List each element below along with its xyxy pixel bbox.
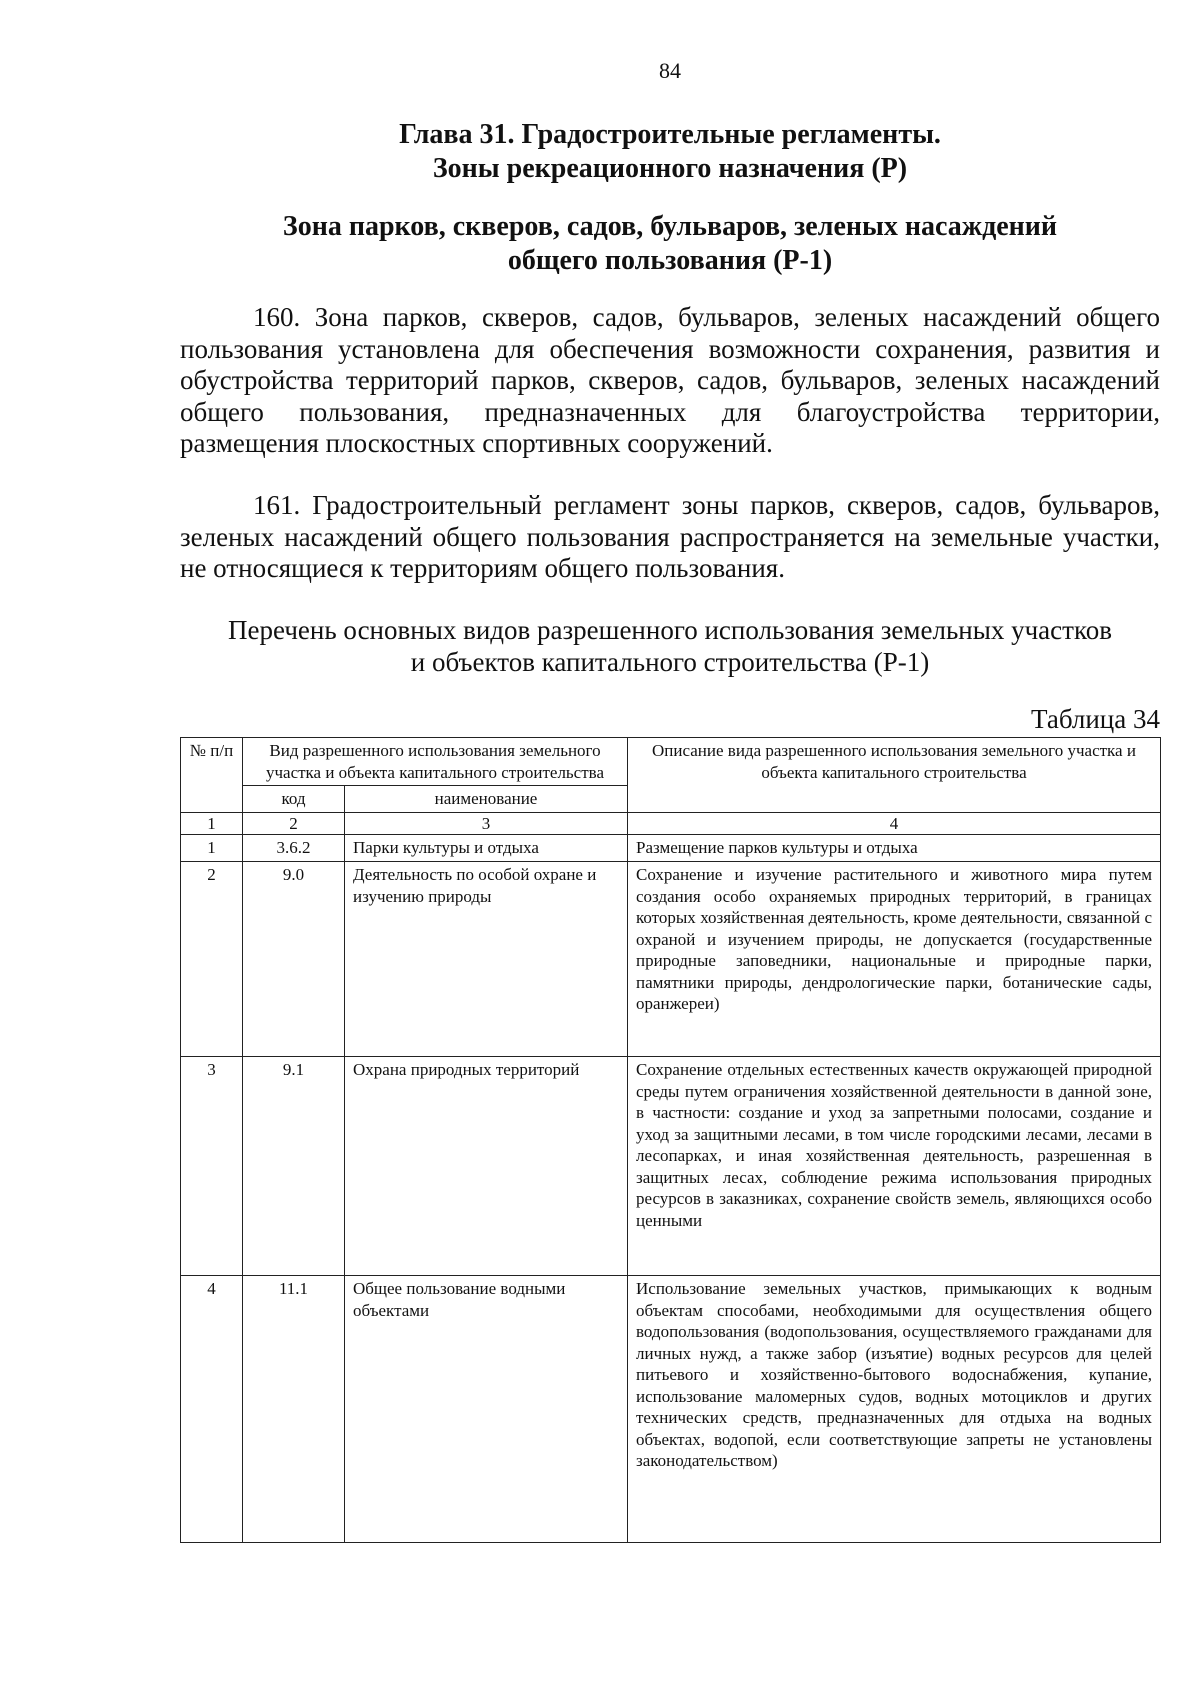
header-code: код	[243, 786, 345, 813]
index-cell: 2	[243, 812, 345, 835]
row-description: Использование земельных участков, примыкающих к водным объектам способами, необходимыми для осуществления общего водопользования (водопользования, осуществляемого гражданами для личных нужд, а также забор (изъятие) водных ресурсов для целей питьевого и хозяйственно-бытового водоснабжения, купание, использование маломерных судов, водных мотоциклов и других технических средств, предназначенных для отдыха на водных объектах, водопой, если соответствующие запреты не установлены законодательством)	[628, 1276, 1161, 1543]
chapter-title-line-1: Глава 31. Градостроительные регламенты.	[399, 119, 941, 150]
index-cell: 3	[345, 812, 628, 835]
header-type-group: Вид разрешенного использования земельного участка и объекта капитального строительства	[243, 738, 628, 786]
chapter-title	[180, 118, 1160, 186]
row-name: Парки культуры и отдыха	[345, 835, 628, 862]
header-name: наименование	[345, 786, 628, 813]
permitted-use-table	[180, 737, 1161, 1543]
table-row	[181, 1057, 1161, 1276]
row-number: 3	[181, 1057, 243, 1276]
table-row	[181, 862, 1161, 1057]
header-description: Описание вида разрешенного использования земельного участка и объекта капитального строительства	[628, 738, 1161, 813]
table-row	[181, 1276, 1161, 1543]
row-name: Общее пользование водными объектами	[345, 1276, 628, 1543]
header-number: № п/п	[181, 738, 243, 813]
row-number: 1	[181, 835, 243, 862]
row-description: Размещение парков культуры и отдыха	[628, 835, 1161, 862]
index-cell: 4	[628, 812, 1161, 835]
row-name: Деятельность по особой охране и изучению природы	[345, 862, 628, 1057]
row-description: Сохранение и изучение растительного и животного мира путем создания особо охраняемых природных территорий, в границах которых хозяйственная деятельность, кроме деятельности, связанной с охраной и изучением природы, не допускается (государственные природные заповедники, национальные и природные парки, памятники природы, дендрологические парки, ботанические сады, оранжереи)	[628, 862, 1161, 1057]
paragraph-160: 160. Зона парков, скверов, садов, бульваров, зеленых насаждений общего пользования установлена для обеспечения возможности сохранения, развития и обустройства территорий парков, скверов, садов, бульваров, зеленых насаждений общего пользования, предназначенных для благоустройства территории, размещения плоскостных спортивных сооружений.	[180, 302, 1160, 458]
row-description: Сохранение отдельных естественных качеств окружающей природной среды путем ограничения хозяйственной деятельности в данной зоне, в частности: создание и уход за запретными полосами, создание и уход за защитными лесами, в том числе городскими лесами, лесами в лесопарках, и иная хозяйственная деятельность, разрешенная в защитных лесах, соблюдение режима использования природных ресурсов в заказниках, сохранение свойств земель, являющихся особо ценными	[628, 1057, 1161, 1276]
list-title	[180, 614, 1160, 678]
table-row	[181, 835, 1161, 862]
zone-heading-line-2: общего пользования (Р-1)	[507, 245, 833, 276]
row-number: 2	[181, 862, 243, 1057]
chapter-title-line-2: Зоны рекреационного назначения (Р)	[432, 153, 908, 184]
page-number: 84	[659, 58, 681, 83]
row-number: 4	[181, 1276, 243, 1543]
row-name: Охрана природных территорий	[345, 1057, 628, 1276]
table-header-row	[181, 738, 1161, 786]
zone-heading	[180, 210, 1160, 278]
paragraph-161: 161. Градостроительный регламент зоны парков, скверов, садов, бульваров, зеленых насаждений общего пользования распространяется на земельные участки, не относящиеся к территориям общего пользования.	[180, 490, 1160, 583]
zone-heading-line-1: Зона парков, скверов, садов, бульваров, зеленых насаждений	[282, 211, 1058, 242]
list-title-line-2: и объектов капитального строительства (Р-1)	[410, 647, 930, 677]
row-code: 9.0	[243, 862, 345, 1057]
row-code: 11.1	[243, 1276, 345, 1543]
row-code: 9.1	[243, 1057, 345, 1276]
table-index-row	[181, 812, 1161, 835]
table-caption: Таблица 34	[1031, 704, 1160, 734]
list-title-line-1: Перечень основных видов разрешенного использования земельных участков	[228, 615, 1112, 645]
index-cell: 1	[181, 812, 243, 835]
row-code: 3.6.2	[243, 835, 345, 862]
